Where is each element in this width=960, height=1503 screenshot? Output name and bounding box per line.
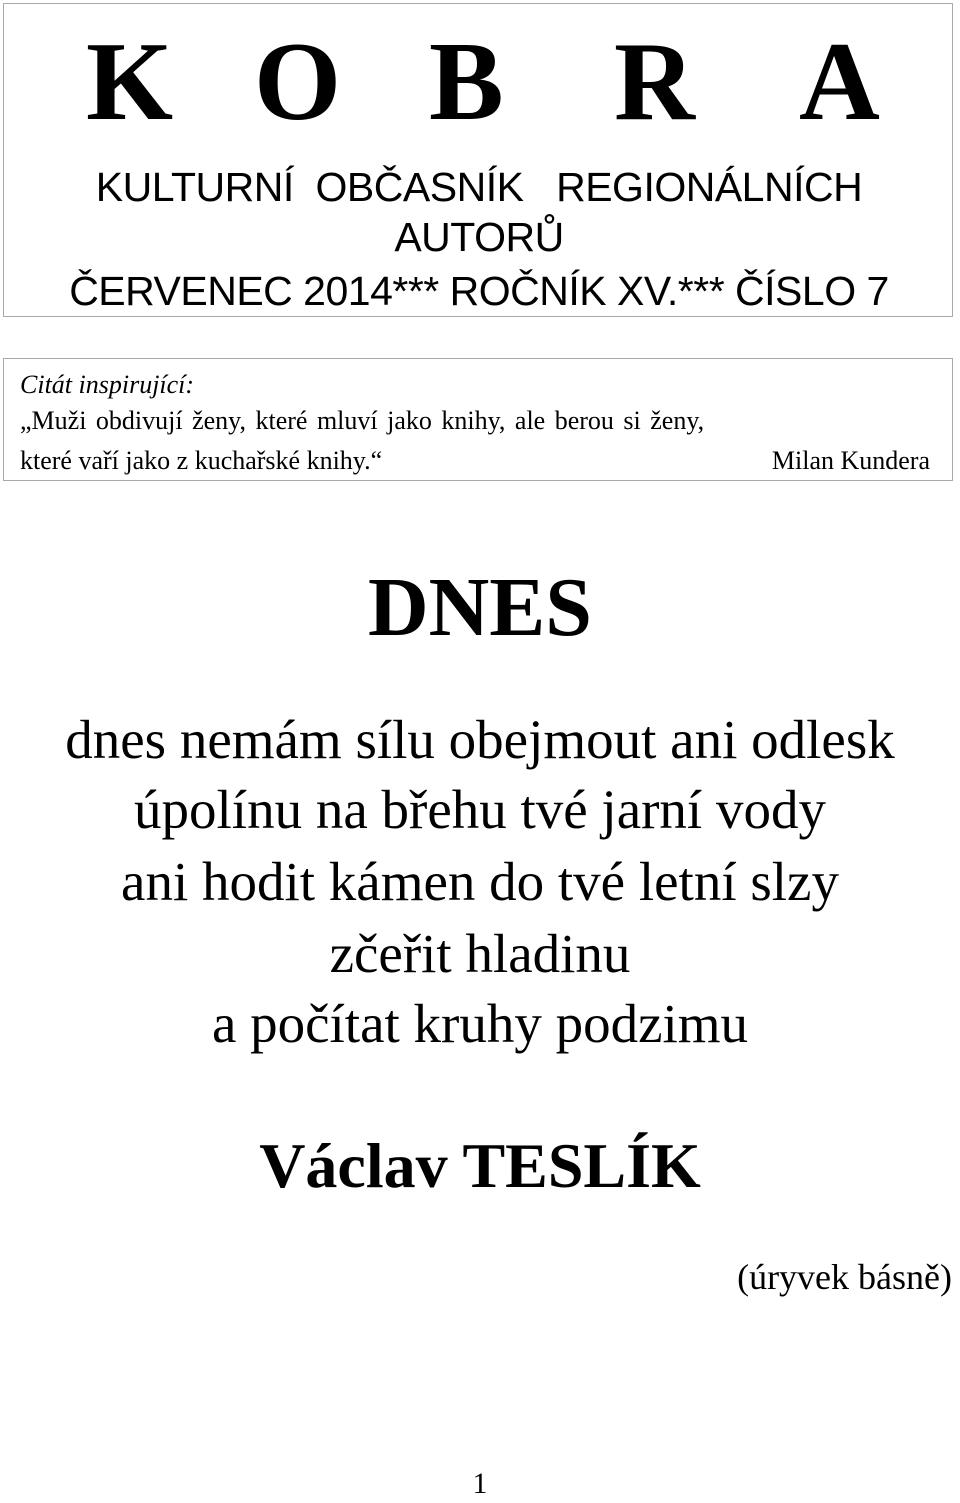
page-number: 1: [472, 1467, 488, 1500]
poem-line: ani hodit kámen do tvé letní slzy: [121, 851, 839, 912]
excerpt-note: (úryvek básně): [737, 1257, 952, 1297]
subtitle-line-2: AUTORŮ: [394, 214, 564, 260]
masthead-box: [3, 3, 953, 317]
quote-author: Milan Kundera: [771, 446, 930, 475]
masthead-letter: A: [799, 20, 880, 144]
masthead-title: [4, 22, 954, 142]
issue-line: ČERVENEC 2014*** ROČNÍK XV.*** ČÍSLO 7: [69, 268, 889, 314]
poem-author: Václav TESLÍK: [259, 1130, 701, 1201]
masthead-letter: K: [86, 20, 174, 144]
masthead-letter: O: [254, 20, 342, 144]
poem-title: DNES: [367, 561, 593, 654]
quote-text-line-2: které vaří jako z kuchařské knihy.“: [20, 446, 383, 475]
poem-line: a počítat kruhy podzimu: [211, 993, 749, 1054]
poem-line: zčeřit hladinu: [329, 923, 631, 984]
subtitle-line-1: KULTURNÍ OBČASNÍK REGIONÁLNÍCH: [95, 164, 863, 210]
masthead-letter: B: [429, 20, 504, 144]
quote-box: [3, 358, 953, 481]
poem-line: úpolínu na břehu tvé jarní vody: [134, 779, 826, 840]
poem-line: dnes nemám sílu obejmout ani odlesk: [65, 709, 895, 770]
masthead-letter: R: [614, 20, 695, 144]
quote-label: Citát inspirující:: [20, 370, 195, 399]
quote-text-line-1: „Muži obdivují ženy, které mluví jako knihy, ale berou si ženy,: [20, 406, 705, 435]
